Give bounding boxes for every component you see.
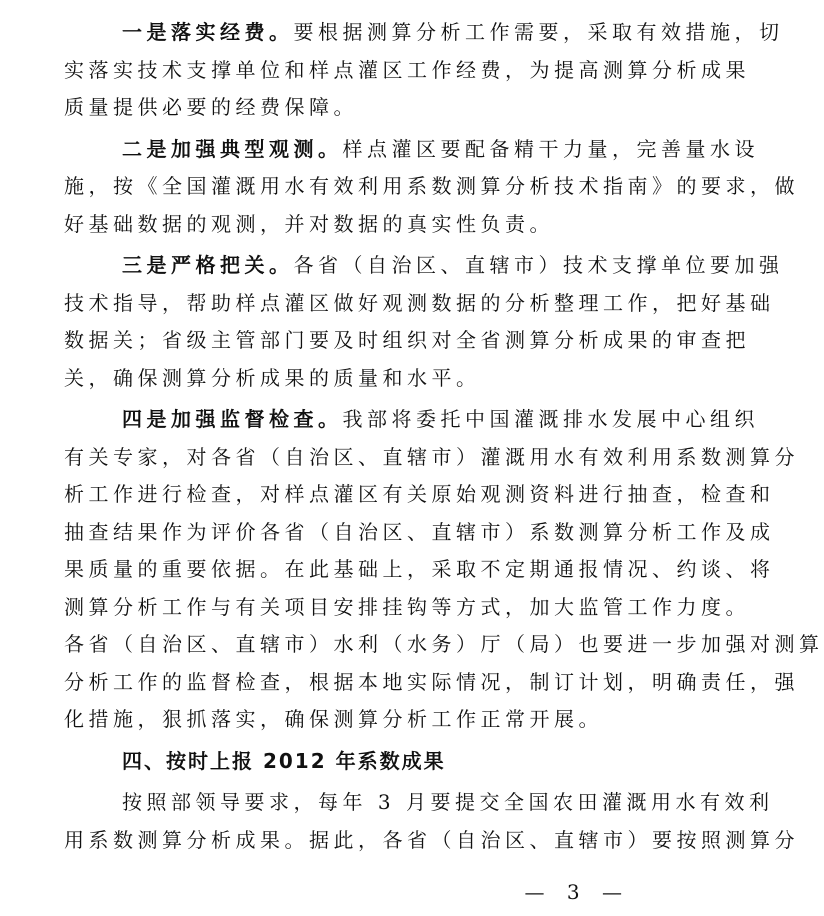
paragraph-lead: 四是加强监督检查。 <box>122 407 343 431</box>
paragraph-text: 我部将委托中国灌溉排水发展中心组织 <box>342 407 759 431</box>
paragraph-lead: 三是严格把关。 <box>122 253 294 277</box>
paragraph-line: 果质量的重要依据。在此基础上，采取不定期通报情况、约谈、将 <box>64 557 775 581</box>
paragraph-supervision <box>64 401 824 739</box>
paragraph-lead: 一是落实经费。 <box>122 20 294 44</box>
paragraph-line: 分析工作的监督检查，根据本地实际情况，制订计划，明确责任，强 <box>64 669 799 694</box>
paragraph-line: 技术指导，帮助样点灌区做好观测数据的分析整理工作，把好基础 <box>64 290 775 315</box>
paragraph-review <box>64 247 784 397</box>
paragraph-funding <box>64 14 784 127</box>
section-heading: 四、按时上报 2012 年系数成果 <box>122 748 446 773</box>
paragraph-line: 测算分析工作与有关项目安排挂钩等方式，加大监管工作力度。 <box>64 594 750 619</box>
paragraph-line: 实落实技术支撑单位和样点灌区工作经费，为提高测算分析成果 <box>64 57 750 82</box>
paragraph-text: 样点灌区要配备精干力量，完善量水设 <box>342 136 759 161</box>
section-heading-block <box>64 743 670 781</box>
paragraph-line: 质量提供必要的经费保障。 <box>64 95 358 119</box>
paragraph-line: 各省（自治区、直辖市）水利（水务）厅（局）也要进一步加强对测算 <box>64 632 824 656</box>
page-number: — 3 — <box>524 880 630 904</box>
paragraph-line: 析工作进行检查，对样点灌区有关原始观测资料进行抽查，检查和 <box>64 482 775 506</box>
paragraph-line <box>64 401 759 439</box>
paragraph-line: 按照部领导要求，每年 3 月要提交全国农田灌溉用水有效利 <box>122 790 774 814</box>
paragraph-line: 有关专家，对各省（自治区、直辖市）灌溉用水有效利用系数测算分 <box>64 444 799 469</box>
paragraph-text: 要根据测算分析工作需要，采取有效措施，切 <box>293 20 784 44</box>
paragraph-lead: 二是加强典型观测。 <box>122 136 343 161</box>
paragraph-line <box>64 14 784 52</box>
paragraph-line <box>64 131 759 169</box>
paragraph-line: 好基础数据的观测，并对数据的真实性负责。 <box>64 211 554 236</box>
paragraph-line: 施，按《全国灌溉用水有效利用系数测算分析技术指南》的要求，做 <box>64 174 799 198</box>
paragraph-reporting <box>64 784 799 859</box>
paragraph-line: 抽查结果作为评价各省（自治区、直辖市）系数测算分析工作及成 <box>64 519 775 544</box>
paragraph-text: 各省（自治区、直辖市）技术支撑单位要加强 <box>293 253 784 277</box>
paragraph-line: 数据关；省级主管部门要及时组织对全省测算分析成果的审查把 <box>64 328 750 352</box>
paragraph-line: 化措施，狠抓落实，确保测算分析工作正常开展。 <box>64 707 603 731</box>
paragraph-line <box>64 247 784 285</box>
paragraph-observation <box>64 131 799 244</box>
paragraph-line: 关，确保测算分析成果的质量和水平。 <box>64 365 481 390</box>
paragraph-line: 用系数测算分析成果。据此，各省（自治区、直辖市）要按照测算分 <box>64 827 799 852</box>
